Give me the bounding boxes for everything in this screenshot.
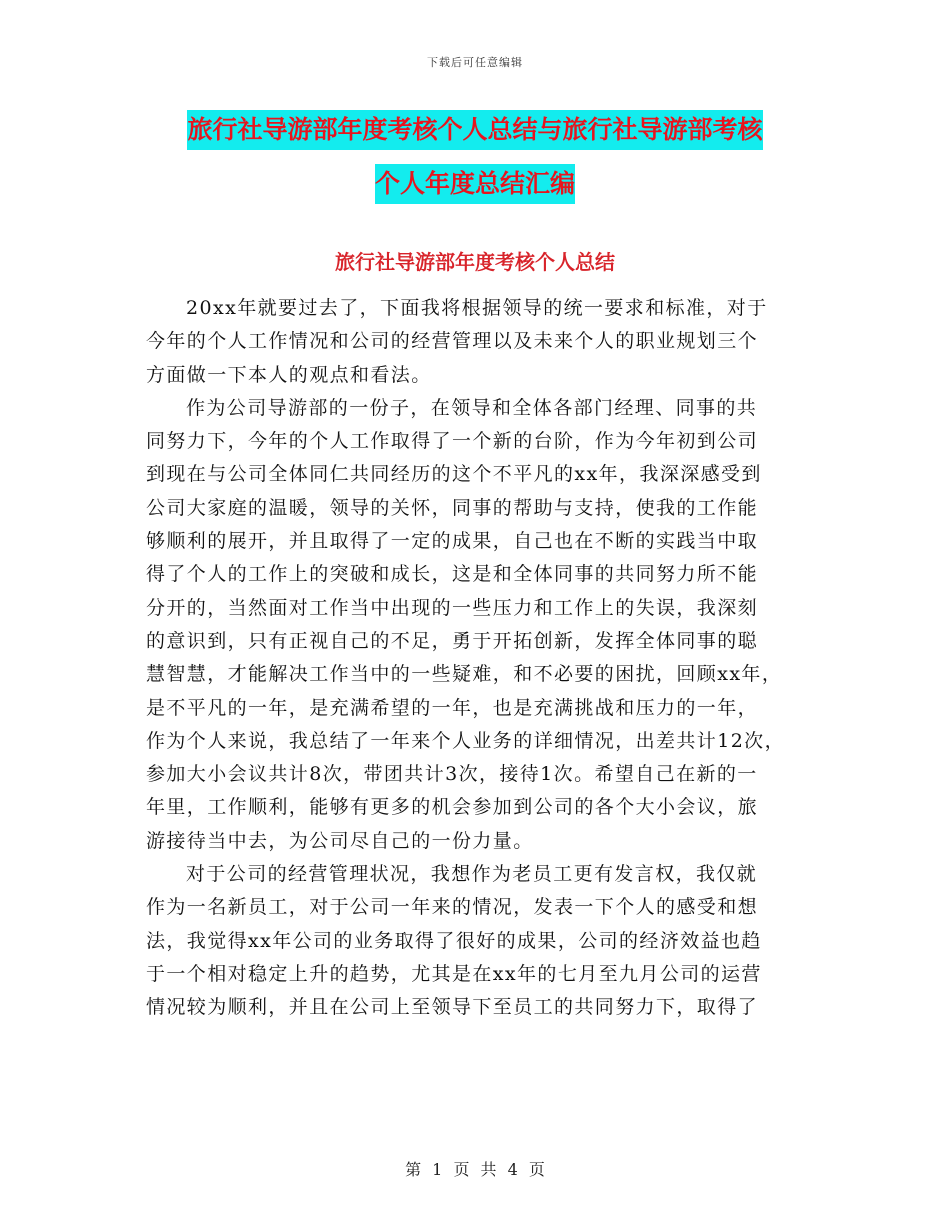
- paragraph-line: 是不平凡的一年，是充满希望的一年，也是充满挑战和压力的一年，: [146, 696, 759, 719]
- paragraph-line: 分开的，当然面对工作当中出现的一些压力和工作上的失误，我深刻: [146, 596, 759, 619]
- paragraph-line: 慧智慧，才能解决工作当中的一些疑难，和不必要的困扰，回顾xx年，: [146, 663, 783, 686]
- page-number-footer: 第 1 页 共 4 页: [405, 1160, 545, 1179]
- title-line-2: 个人年度总结汇编: [375, 164, 575, 204]
- title-line-1: 旅行社导游部年度考核个人总结与旅行社导游部考核: [187, 110, 762, 150]
- paragraph-line: 得了个人的工作上的突破和成长，这是和全体同事的共同努力所不能: [146, 563, 759, 586]
- page-header: 下载后可任意编辑: [427, 56, 523, 69]
- paragraph-line: 同努力下，今年的个人工作取得了一个新的台阶，作为今年初到公司: [146, 430, 759, 453]
- paragraph-line: 作为公司导游部的一份子，在领导和全体各部门经理、同事的共: [186, 396, 758, 419]
- paragraph-line: 法，我觉得xx年公司的业务取得了很好的成果，公司的经济效益也趋: [146, 929, 762, 952]
- document-title: [0, 108, 950, 206]
- paragraph-line: 到现在与公司全体同仁共同经历的这个不平凡的xx年，我深深感受到: [146, 463, 762, 486]
- section-title: 旅行社导游部年度考核个人总结: [335, 250, 615, 274]
- paragraph-line: 游接待当中去，为公司尽自己的一份力量。: [146, 829, 534, 852]
- paragraph-line: 参加大小会议共计8次，带团共计3次，接待1次。希望自己在新的一: [146, 763, 758, 786]
- body-text: [146, 292, 810, 1025]
- paragraph-line: 20xx年就要过去了，下面我将根据领导的统一要求和标准，对于: [186, 297, 768, 319]
- paragraph-line: 年里，工作顺利，能够有更多的机会参加到公司的各个大小会议，旅: [146, 796, 759, 819]
- paragraph-line: 方面做一下本人的观点和看法。: [146, 363, 432, 386]
- paragraph-line: 于一个相对稳定上升的趋势，尤其是在xx年的七月至九月公司的运营: [146, 962, 762, 985]
- paragraph-line: 情况较为顺利，并且在公司上至领导下至员工的共同努力下，取得了: [146, 996, 759, 1019]
- paragraph-line: 公司大家庭的温暖，领导的关怀，同事的帮助与支持，使我的工作能: [146, 496, 759, 519]
- paragraph-line: 作为个人来说，我总结了一年来个人业务的详细情况，出差共计12次，: [146, 729, 785, 752]
- paragraph-line: 对于公司的经营管理状况，我想作为老员工更有发言权，我仅就: [186, 863, 758, 886]
- paragraph-line: 作为一名新员工，对于公司一年来的情况，发表一下个人的感受和想: [146, 896, 759, 919]
- paragraph-line: 今年的个人工作情况和公司的经营管理以及未来个人的职业规划三个: [146, 330, 759, 353]
- paragraph-line: 的意识到，只有正视自己的不足，勇于开拓创新，发挥全体同事的聪: [146, 629, 759, 652]
- paragraph-line: 够顺利的展开，并且取得了一定的成果，自己也在不断的实践当中取: [146, 530, 759, 553]
